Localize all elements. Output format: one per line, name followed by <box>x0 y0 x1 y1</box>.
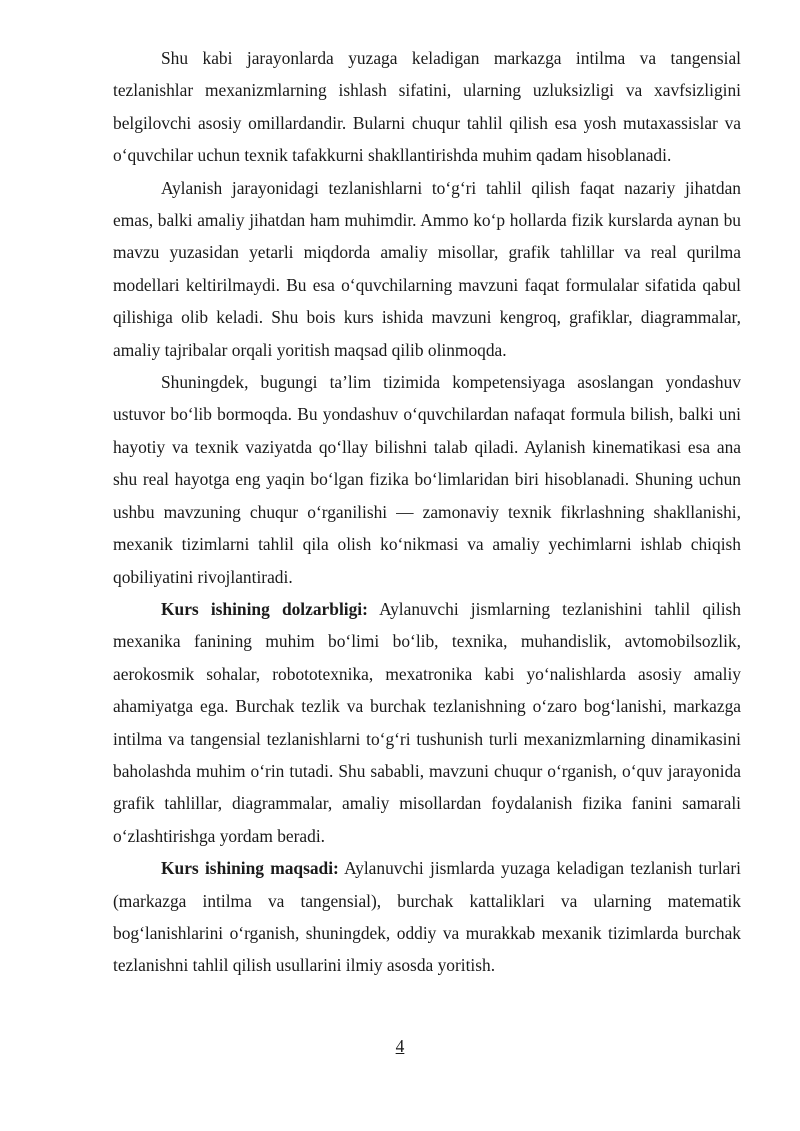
goal-heading: Kurs ishining maqsadi: <box>161 858 339 879</box>
paragraph-text: Aylanuvchi jismlarda yuzaga keladigan tezlanish turlari (markazga intilma va tangensial), burchak kattaliklari va ularning matematik bog‘lanishlarini o‘rganish, shuningdek, oddiy va murakkab mexanik tizimlarda burchak tezlanishni tahlil qilish usullarini ilmiy asosda yoritish. <box>113 858 741 976</box>
page-number: 4 <box>395 1036 405 1056</box>
document-page <box>113 42 741 982</box>
paragraph-text: Aylanish jarayonidagi tezlanishlarni to‘g‘ri tahlil qilish faqat nazariy jihatdan emas, balki amaliy jihatdan ham muhimdir. Ammo ko‘p hollarda fizik kurslarda aynan bu mavzu yuzasidan yetarli miqdorda amaliy misollar, grafik tahlillar va real qurilma modellari keltirilmaydi. Bu esa o‘quvchilarning mavzuni faqat formulalar sifatida qabul qilishiga olib keladi. Shu bois kurs ishida mavzuni kengroq, grafiklar, diagrammalar, amaliy tajribalar orqali yoritish maqsad qilib olinmoqda. <box>113 177 741 360</box>
paragraph-text: Aylanuvchi jismlarning tezlanishini tahlil qilish mexanika fanining muhim bo‘limi bo‘lib, texnika, muhandislik, avtomobilsozlik, aerokosmik sohalar, robototexnika, mexatronika kabi yo‘nalishlarda asosiy amaliy ahamiyatga ega. Burchak tezlik va burchak tezlanishning o‘zaro bog‘lanishi, markazga intilma va tangensial tezlanishlarni to‘g‘ri tushunish turli mexanizmlarning dinamikasini baholashda muhim o‘rin tutadi. Shu sababli, mavzuni chuqur o‘rganish, o‘quv jarayonida grafik tahlillar, diagrammalar, amaliy misollardan foydalanish fizika fanini samarali o‘zlashtirishga yordam beradi. <box>113 598 741 846</box>
relevance-heading: Kurs ishining dolzarbligi: <box>161 598 368 619</box>
paragraph-analysis <box>113 172 741 366</box>
paragraph-text: Shu kabi jarayonlarda yuzaga keladigan markazga intilma va tangensial tezlanishlar mexanizmlarning ishlash sifatini, ularning uzluksizligi va xavfsizligini belgilovchi asosiy omillardandir. Bularni chuqur tahlil qilish esa yosh mutaxassislar va o‘quvchilar uchun texnik tafakkurni shakllantirishda muhim qadam hisoblanadi. <box>113 48 741 166</box>
paragraph-relevance <box>113 593 741 852</box>
paragraph-goal <box>113 852 741 982</box>
paragraph-competency <box>113 366 741 593</box>
paragraph-text: Shuningdek, bugungi ta’lim tizimida kompetensiyaga asoslangan yondashuv ustuvor bo‘lib bormoqda. Bu yondashuv o‘quvchilardan nafaqat formula bilish, balki uni hayotiy va texnik vaziyatda qo‘llay bilishni talab qiladi. Aylanish kinematikasi esa ana shu real hayotga eng yaqin bo‘lgan fizika bo‘limlaridan biri hisoblanadi. Shuning uchun ushbu mavzuning chuqur o‘rganilishi — zamonaviy texnik fikrlashning shakllanishi, mexanik tizimlarni tahlil qila olish ko‘nikmasi va amaliy yechimlarni ishlab chiqish qobiliyatini rivojlantiradi. <box>113 372 741 587</box>
paragraph-intro <box>113 42 741 172</box>
